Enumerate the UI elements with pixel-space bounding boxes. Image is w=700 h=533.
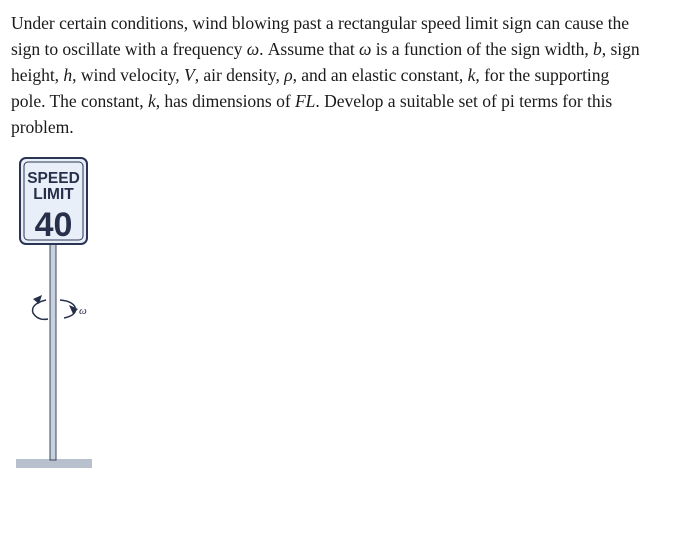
problem-line-4: pole. The constant, k, has dimensions of FL. Develop a suitable set of pi terms for this — [11, 91, 613, 111]
velocity-symbol: V — [184, 65, 195, 85]
problem-line-1: Under certain conditions, wind blowing past a rectangular speed limit sign can cause the — [11, 13, 630, 33]
omega-symbol: ω — [246, 39, 260, 59]
width-symbol: b — [593, 39, 602, 59]
speed-limit-sign — [20, 158, 87, 244]
dimension-fl: FL — [294, 91, 316, 111]
elastic-constant-symbol: k — [467, 65, 476, 85]
omega-symbol: ω — [359, 39, 372, 59]
sign-number: 40 — [34, 206, 73, 244]
arrowhead-left-icon — [33, 295, 42, 304]
problem-line-3: height, h, wind velocity, V, air density, ρ, and an elastic constant, k, for the supporting — [11, 65, 610, 85]
arrowhead-right-icon — [69, 305, 78, 314]
sign-text-limit: LIMIT — [33, 186, 74, 203]
height-symbol: h — [63, 65, 73, 85]
density-symbol: ρ — [284, 65, 293, 85]
rotation-label: ω — [79, 305, 87, 317]
sign-text-speed: SPEED — [27, 170, 80, 187]
problem-line-5: problem. — [11, 117, 74, 137]
sign-pole — [50, 241, 56, 460]
problem-line-2: sign to oscillate with a frequency ω. Assume that ω is a function of the sign width, b, sign — [11, 39, 640, 59]
elastic-constant-symbol: k — [147, 91, 156, 111]
